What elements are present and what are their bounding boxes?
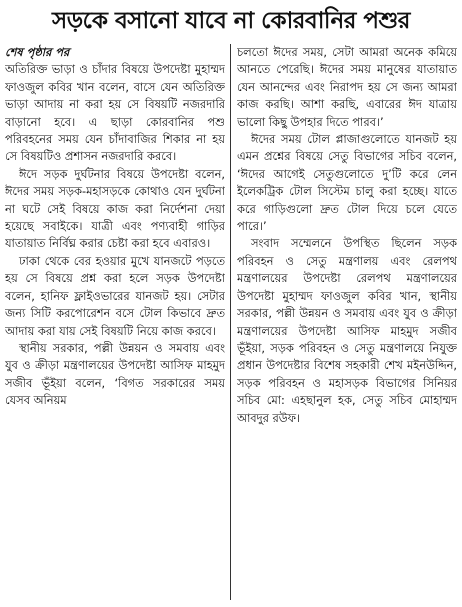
paragraph: সংবাদ সম্মেলনে উপস্থিত ছিলেন সড়ক পরিবহন ও সেতু মন্ত্রণালয় এবং রেলপথ মন্ত্রণালয়ের উপদেষ্টা রেলপথ মন্ত্রণালয়ের উপদেষ্টা মুহাম্মদ ফাওজুল কবির খান, স্থানীয় সরকার, পল্লী উন্নয়ন ও সমবায় এবং যুব ও ক্রীড়া মন্ত্রণালয়ের উপদেষ্টা আসিফ মাহমুদ সজীব ভূঁইয়া, সড়ক পরিবহন ও সেতু মন্ত্রণালয়ে নিযুক্ত প্রধান উপদেষ্টার বিশেষ সহকারী শেখ মইনউদ্দিন, সড়ক পরিবহন ও মহাসড়ক বিভাগের সিনিয়র সচিব মো: এহছানুল হক, সেতু সচিব মোহাম্মদ আবদুর রউফ। bbox=[237, 236, 457, 425]
headline: সড়কে বসানো যাবে না কোরবানির পশুর bbox=[52, 8, 410, 34]
paragraph: ঢাকা থেকে বের হওয়ার মুখে যানজটে পড়তে হয় সে বিষয়ে প্রশ্ন করা হলে সড়ক উপদেষ্টা বলেন, হানিফ ফ্লাইওভারের যানজট হয়। সেটার জন্য সিটি করপোরেশন বসে টোল কিভাবে দ্রুত আদায় করা যায় সেই বিষয়টি নিয়ে কাজ করবে। bbox=[5, 253, 225, 338]
paragraph: অতিরিক্ত ভাড়া ও চাঁদার বিষয়ে উপদেষ্টা মুহাম্মদ ফাওজুল কবির খান বলেন, বাসে যেন অতিরিক্ত ভাড়া আদায় না করা হয় সে বিষয়টি নজরদারি বাড়ানো হবে। এ ছাড়া কোরবানির পশু পরিবহনের সময় যেন চাঁদাবাজির শিকার না হয় সে বিষয়টিও প্রশাসন নজরদারি করবে। bbox=[5, 62, 225, 164]
paragraph: ঈদের সময় টোল প্লাজাগুলোতে যানজট হয় এমন প্রশ্নের বিষয়ে সেতু বিভাগের সচিব বলেন, ‘ঈদের আগেই সেতুগুলোতে দু’টি করে লেন ইলেকট্রিক টোল সিস্টেম চালু করা হচ্ছে। যাতে করে গাড়িগুলো দ্রুত টোল দিয়ে চলে যেতে পারে।’ bbox=[237, 132, 457, 234]
paragraph: চলতো ঈদের সময়, সেটা আমরা অনেক কমিয়ে আনতে পেরেছি। ঈদের সময় মানুষের যাতায়াত যেন আনন্দের এবং নিরাপদ হয় সে জন্য আমরা কাজ করছি। আশা করছি, এবারের ঈদ যাত্রায় ভালো কিছু উপহার দিতে পারব।’ bbox=[237, 45, 457, 129]
column-divider bbox=[230, 44, 231, 600]
continuation-kicker: শেষ পৃষ্ঠার পর bbox=[5, 45, 70, 59]
article-column-right bbox=[237, 44, 457, 604]
paragraph: স্থানীয় সরকার, পল্লী উন্নয়ন ও সমবায় এবং যুব ও ক্রীড়া মন্ত্রণালয়ের উপদেষ্টা আসিফ মাহমুদ সজীব ভূঁইয়া বলেন, ‘বিগত সরকারের সময় যেসব অনিয়ম bbox=[5, 340, 225, 408]
article-column-left bbox=[5, 44, 225, 604]
paragraph: ঈদে সড়ক দুর্ঘটনার বিষয়ে উপদেষ্টা বলেন, ঈদের সময় সড়ক-মহাসড়কে কোথাও যেন দুর্ঘটনা না ঘটে সেই বিষয়ে কাজ করা নির্দেশনা দেয়া হয়েছে সবাইকে। যাত্রী এবং পণ্যবাহী গাড়ির যাতায়াত নির্বিঘ্ন করার চেষ্টা করা হবে এবারও। bbox=[5, 166, 225, 251]
